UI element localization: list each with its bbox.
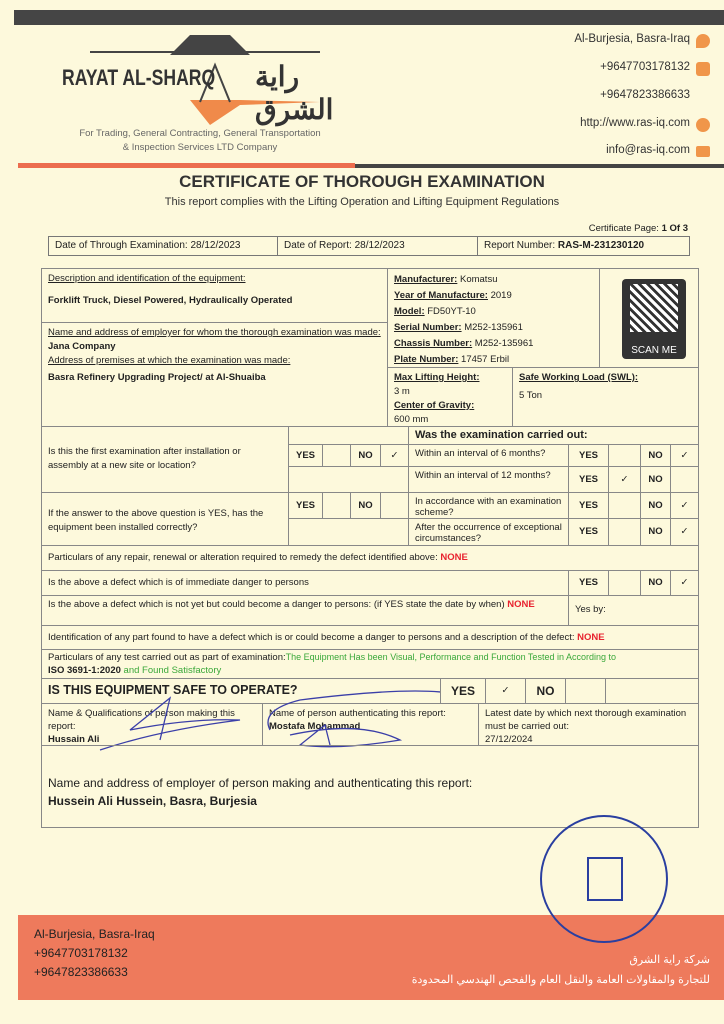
carried-out-question: After the occurrence of exceptional circumstances?	[408, 518, 569, 546]
blank-cell	[288, 426, 409, 445]
carried-yes-check[interactable]: ✓	[608, 466, 641, 493]
q1-yes-check[interactable]	[322, 444, 351, 467]
carried-no: NO	[640, 466, 671, 493]
carried-yes-check[interactable]	[608, 492, 641, 519]
report-maker: Name & Qualifications of person making this report: Hussain Ali	[41, 703, 263, 746]
carried-yes: YES	[568, 492, 609, 519]
immediate-no: NO	[640, 570, 671, 596]
safe-working-load: Safe Working Load (SWL): 5 Ton	[512, 367, 699, 427]
carried-no: NO	[640, 492, 671, 519]
carried-yes: YES	[568, 518, 609, 546]
safe-yes: YES	[440, 678, 486, 704]
q2-text: If the answer to the above question is YES, has the equipment been installed correctly?	[41, 492, 289, 546]
test-particulars-row: Particulars of any test carried out as part of examination:The Equipment Has been Visual, Performance and Function Tested in According to ISO 3691-1:2020 and Found Satisfactory	[41, 649, 699, 679]
safe-no: NO	[525, 678, 566, 704]
safe-no-check[interactable]	[565, 678, 606, 704]
carried-no-check[interactable]: ✓	[670, 444, 699, 467]
location-pin-icon	[696, 34, 710, 48]
date-row	[48, 236, 690, 256]
contact-website[interactable]: http://www.ras-iq.com	[580, 117, 690, 129]
safe-to-operate-question: IS THIS EQUIPMENT SAFE TO OPERATE?	[41, 678, 441, 704]
q1-no: NO	[350, 444, 381, 467]
carried-yes: YES	[568, 466, 609, 493]
exam-date: Date of Through Examination: 28/12/2023	[49, 237, 278, 255]
identification-row: Identification of any part found to have a defect which is or could become a danger to persons and a description of the defect: NONE	[41, 625, 699, 650]
certificate-page: Certificate Page: 1 Of 3	[588, 223, 688, 234]
employer-info: Name and address of employer for whom the thorough examination was made: Jana Company Address of premises at which the examination was made: Basra Refinery Upgrading Project/ at Al-Shuaiba	[41, 322, 388, 427]
divider-orange	[18, 163, 355, 168]
report-date: Date of Report: 28/12/2023	[278, 237, 478, 255]
q1-text: Is this the first examination after installation or assembly at a new site or location?	[41, 426, 289, 493]
email-icon	[696, 146, 710, 157]
carried-yes: YES	[568, 444, 609, 467]
top-bar	[14, 10, 724, 25]
company-logo	[40, 30, 360, 140]
lifting-height: Max Lifting Height: 3 m Center of Gravity: 600 mm	[387, 367, 513, 427]
blank-cell	[605, 678, 699, 704]
blank-cell	[288, 466, 409, 493]
company-name-en: RAYAT AL-SHARQ	[62, 65, 216, 90]
contact-email[interactable]: info@ras-iq.com	[606, 144, 690, 156]
divider-dark	[355, 164, 724, 168]
carried-out-question: Within an interval of 12 months?	[408, 466, 569, 493]
q2-yes-check[interactable]	[322, 492, 351, 519]
blank-cell	[288, 518, 409, 546]
q1-yes: YES	[288, 444, 323, 467]
company-name-ar: راية الشرق	[255, 61, 334, 125]
immediate-yes-check[interactable]	[608, 570, 641, 596]
company-stamp	[540, 815, 668, 943]
q2-no: NO	[350, 492, 381, 519]
qr-code[interactable]: SCAN ME	[622, 279, 686, 359]
future-danger-text: Is the above a defect which is not yet but could become a danger to persons: (if YES state the date by when) NONE	[41, 595, 569, 626]
carried-yes-check[interactable]	[608, 518, 641, 546]
employer-of-reporter: Name and address of employer of person making and authenticating this report: Hussein Ali Hussein, Basra, Burjesia	[41, 745, 699, 828]
carried-no: NO	[640, 444, 671, 467]
q1-no-check[interactable]: ✓	[380, 444, 409, 467]
certificate-subtitle: This report complies with the Lifting Operation and Lifting Equipment Regulations	[164, 196, 560, 208]
immediate-yes: YES	[568, 570, 609, 596]
carried-no-check[interactable]: ✓	[670, 492, 699, 519]
immediate-danger-text: Is the above a defect which is of immediate danger to persons	[41, 570, 569, 596]
equipment-specs: Manufacturer: Komatsu Year of Manufacture: 2019 Model: FD50YT-10 Serial Number: M252-135961 Chassis Number: M252-135961 Plate Number: 17457 Erbil	[387, 268, 600, 368]
footer-arabic: شركة راية الشرق للتجارة والمقاولات العامة والنقل العام والفحص الهندسي المحدودة	[411, 954, 710, 986]
contact-phone-1: +9647703178132	[600, 61, 690, 73]
certificate-title: CERTIFICATE OF THOROUGH EXAMINATION	[179, 172, 545, 191]
phone-icon	[696, 62, 710, 76]
repair-row: Particulars of any repair, renewal or alteration required to remedy the defect identified above: NONE	[41, 545, 699, 571]
carried-out-question: In accordance with an examination scheme?	[408, 492, 569, 519]
carried-no: NO	[640, 518, 671, 546]
carried-out-header: Was the examination carried out:	[408, 426, 699, 445]
safe-yes-check[interactable]: ✓	[485, 678, 526, 704]
tagline: For Trading, General Contracting, General Transportation & Inspection Services LTD Company	[79, 128, 321, 153]
carried-out-question: Within an interval of 6 months?	[408, 444, 569, 467]
report-number: Report Number: RAS-M-231230120	[484, 240, 645, 251]
q2-yes: YES	[288, 492, 323, 519]
carried-no-check[interactable]	[670, 466, 699, 493]
equipment-description: Description and identification of the equipment: Forklift Truck, Diesel Powered, Hydraulically Operated	[41, 268, 388, 323]
contact-address: Al-Burjesia, Basra-Iraq	[574, 33, 690, 45]
q2-no-check[interactable]	[380, 492, 409, 519]
report-authenticator: Name of person authenticating this report: Mostafa Mohammad	[262, 703, 479, 746]
contact-phone-2: +9647823386633	[600, 89, 690, 101]
footer-contacts: Al-Burjesia, Basra-Iraq +9647703178132 +9647823386633	[34, 927, 155, 979]
immediate-no-check[interactable]: ✓	[670, 570, 699, 596]
carried-no-check[interactable]: ✓	[670, 518, 699, 546]
next-examination-date: Latest date by which next thorough examination must be carried out: 27/12/2024	[478, 703, 699, 746]
globe-icon	[696, 118, 710, 132]
carried-yes-check[interactable]	[608, 444, 641, 467]
yes-by-field[interactable]: Yes by:	[568, 595, 699, 626]
